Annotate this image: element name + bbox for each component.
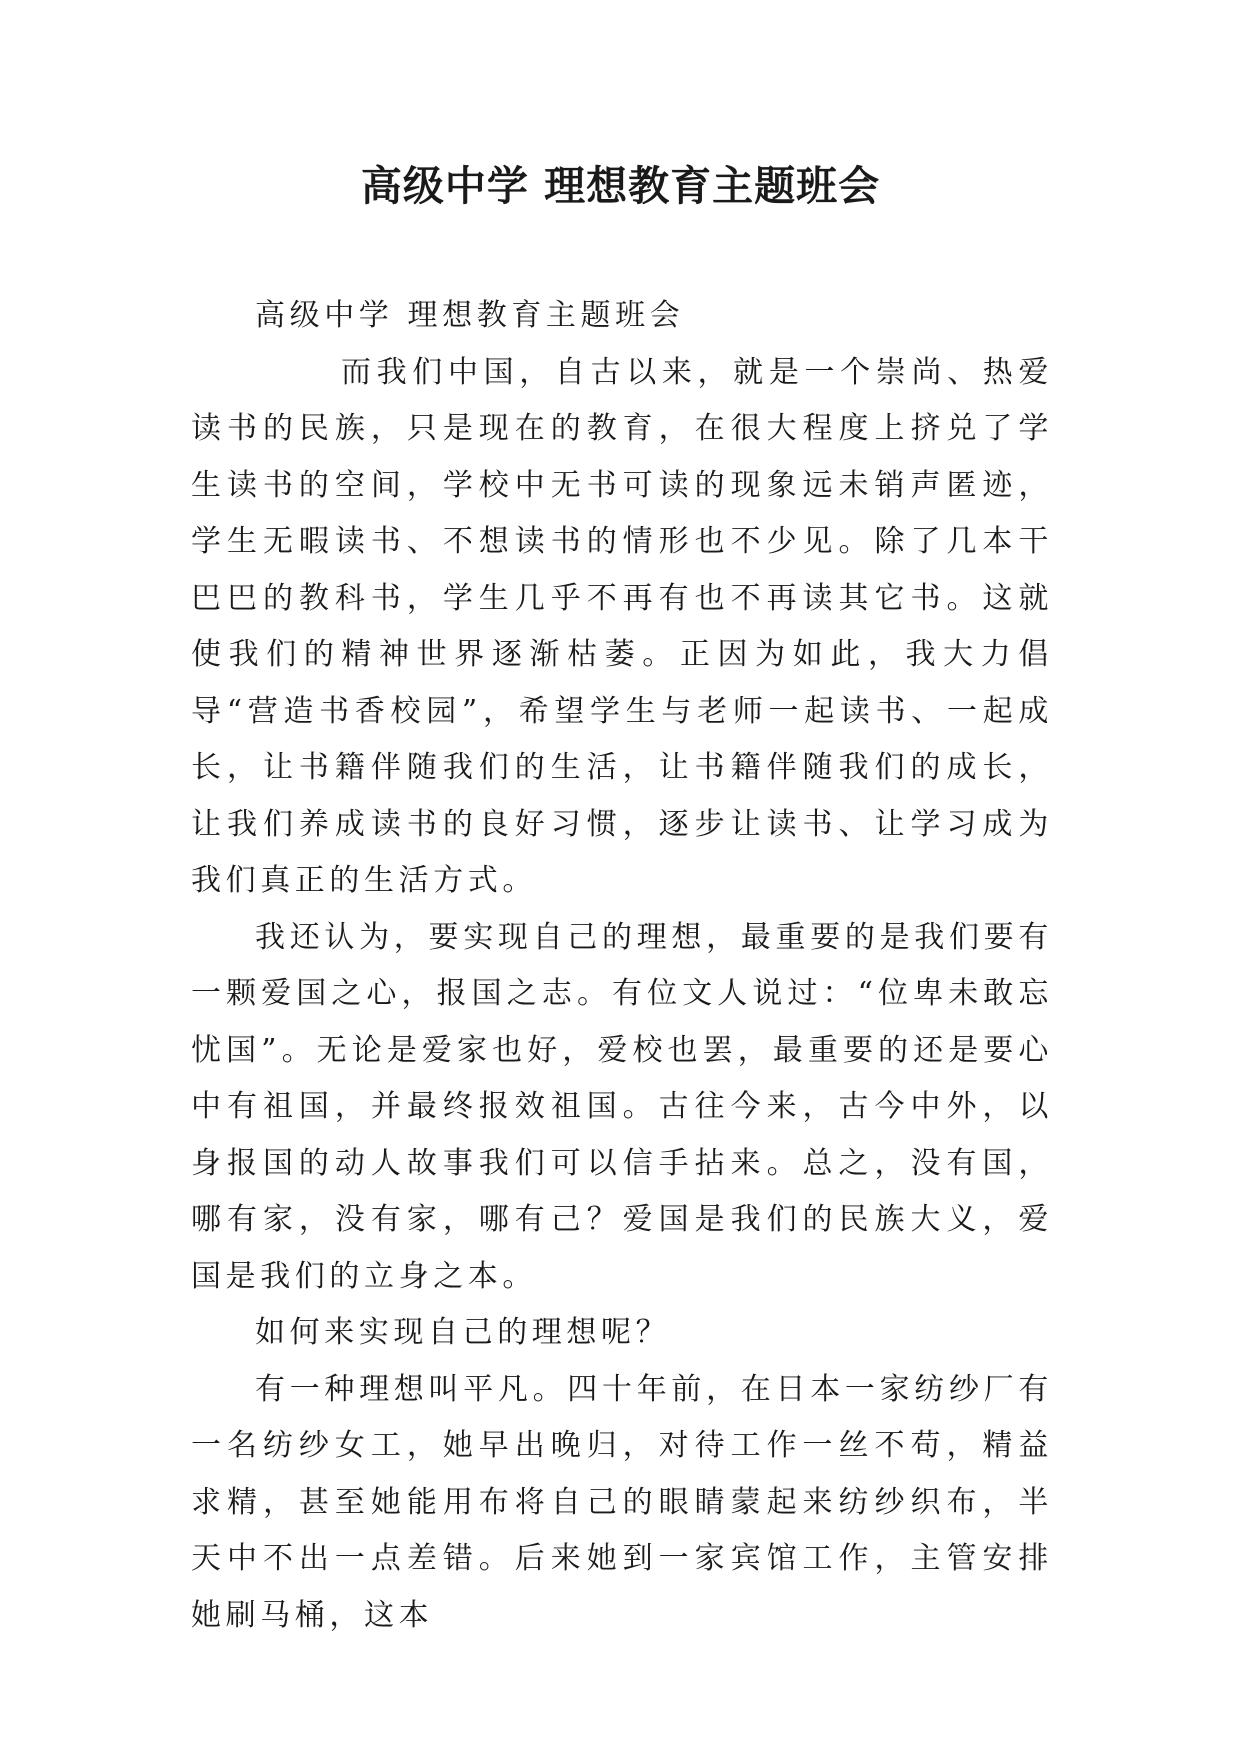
paragraph-question: 如何来实现自己的理想呢？	[255, 1315, 671, 1350]
paragraph-ordinary-ideal: 有一种理想叫平凡。四十年前，在日本一家纺纱厂有一名纺纱女工，她早出晚归，对待工作一丝不苟，精益求精，甚至她能用布将自己的眼睛蒙起来纺纱织布，半天中不出一点差错。后来她到一家宾馆工作，主管安排她刷马桶，这本	[191, 1371, 1053, 1633]
document-body	[191, 288, 1053, 1644]
document-title: 高级中学 理想教育主题班会	[360, 162, 881, 210]
paragraph-subtitle: 高级中学 理想教育主题班会	[255, 298, 685, 333]
paragraph-patriotism: 我还认为，要实现自己的理想，最重要的是我们要有一颗爱国之心，报国之志。有位文人说过：“位卑未敢忘忧国”。无论是爱家也好，爱校也罢，最重要的还是要心中有祖国，并最终报效祖国。古往今来，古今中外，以身报国的动人故事我们可以信手拈来。总之，没有国，哪有家，没有家，哪有己？爱国是我们的民族大义，爱国是我们的立身之本。	[191, 919, 1053, 1294]
paragraph-reading: 而我们中国，自古以来，就是一个崇尚、热爱读书的民族，只是现在的教育，在很大程度上挤兑了学生读书的空间，学校中无书可读的现象远未销声匿迹，学生无暇读书、不想读书的情形也不少见。除了几本干巴巴的教科书，学生几乎不再有也不再读其它书。这就使我们的精神世界逐渐枯萎。正因为如此，我大力倡导“营造书香校园”，希望学生与老师一起读书、一起成长，让书籍伴随我们的生活，让书籍伴随我们的成长，让我们养成读书的良好习惯，逐步让读书、让学习成为我们真正的生活方式。	[191, 354, 1053, 898]
